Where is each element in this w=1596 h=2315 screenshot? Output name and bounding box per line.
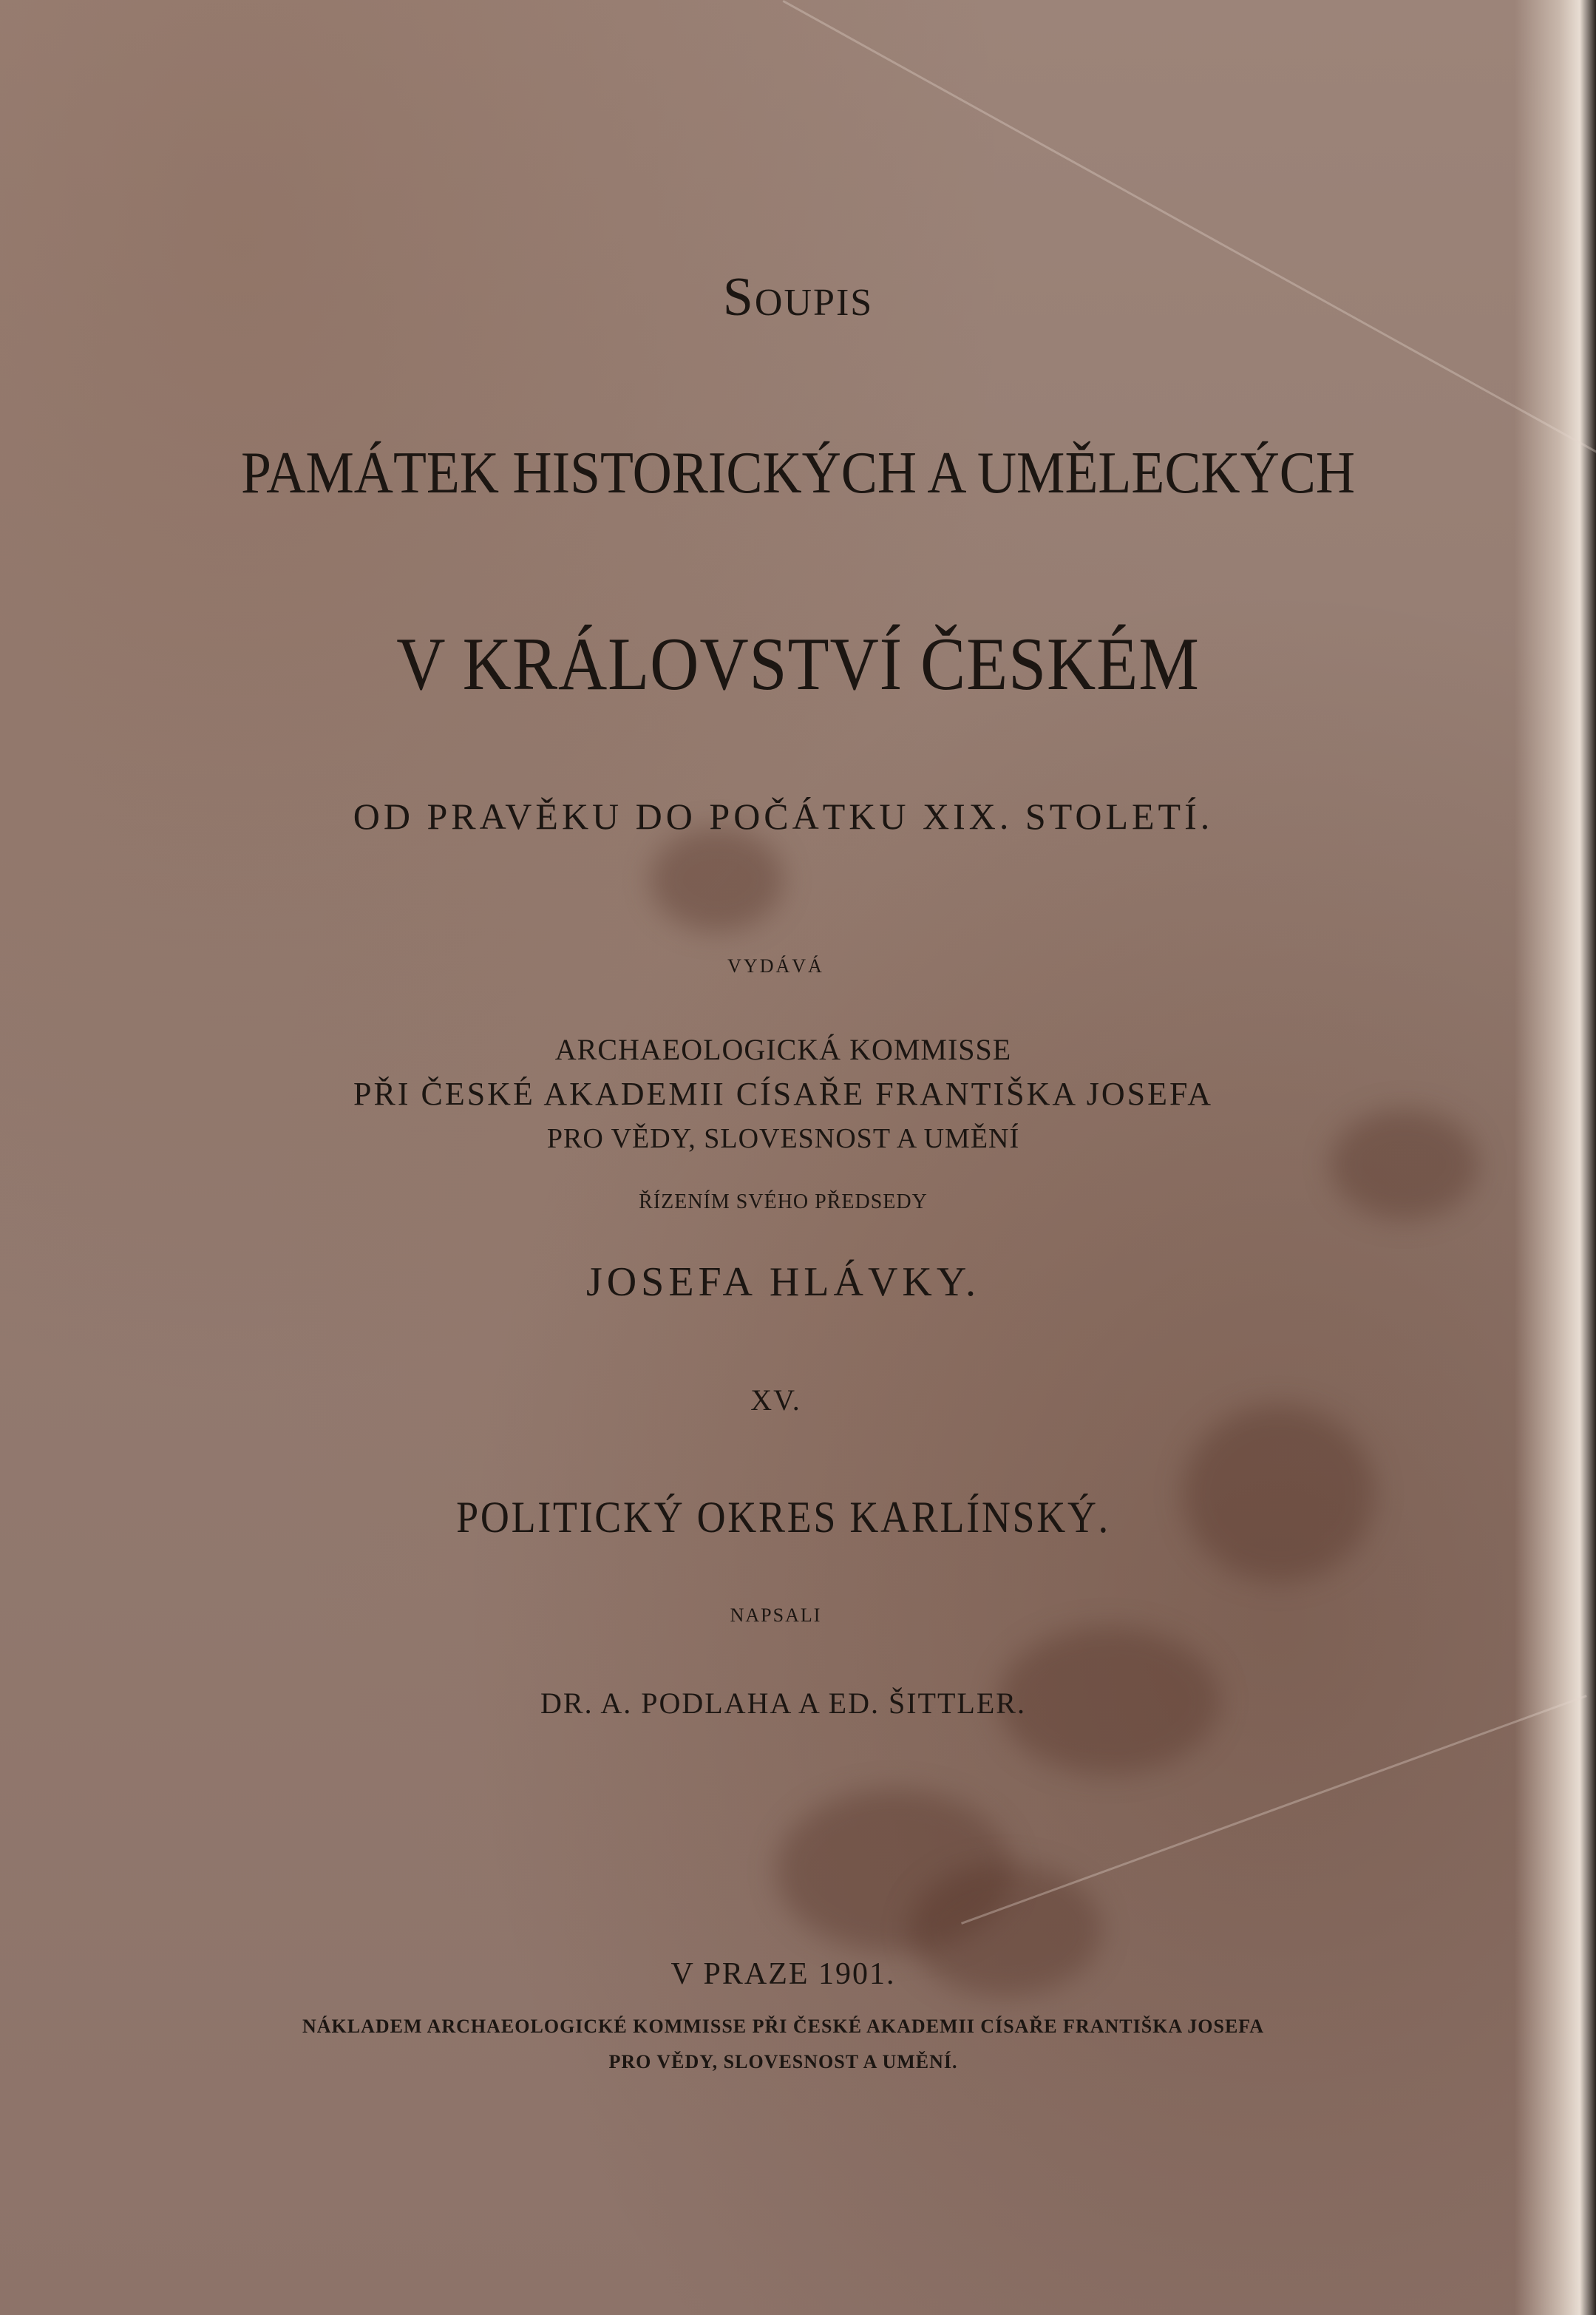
authors-label: NAPSALI [730, 1604, 822, 1626]
imprint-line-2: PRO VĚDY, SLOVESNOST A UMĚNÍ. [608, 2051, 958, 2072]
stain [651, 828, 784, 932]
series-title: Soupis [722, 267, 874, 328]
main-title-line-2: V KRÁLOVSTVÍ ČESKÉM [396, 623, 1200, 706]
publisher-line-1: ARCHAEOLOGICKÁ KOMMISSE [554, 1033, 1012, 1066]
paper-crease [783, 0, 1596, 504]
main-title-line-1: PAMÁTEK HISTORICKÝCH A UMĚLECKÝCH [241, 441, 1355, 506]
imprint-line-1: NÁKLADEM ARCHAEOLOGICKÉ KOMMISSE PŘI ČESKÉ AKADEMII CÍSAŘE FRANTIŠKA JOSEFA [302, 2016, 1265, 2037]
authors: DR. A. PODLAHA A ED. ŠITTLER. [540, 1687, 1026, 1720]
subtitle: OD PRAVĚKU DO POČÁTKU XIX. STOLETÍ. [353, 796, 1214, 837]
direction-label: ŘÍZENÍM SVÉHO PŘEDSEDY [639, 1190, 928, 1213]
editor-name: JOSEFA HLÁVKY. [585, 1259, 981, 1305]
publisher-line-3: PRO VĚDY, SLOVESNOST A UMĚNÍ [546, 1123, 1020, 1154]
place-and-year: V PRAZE 1901. [670, 1957, 896, 1991]
issued-by-label: VYDÁVÁ [727, 955, 824, 977]
volume-number: XV. [750, 1383, 801, 1417]
publisher-line-2: PŘI ČESKÉ AKADEMII CÍSAŘE FRANTIŠKA JOSEFA [353, 1076, 1213, 1112]
district-title: POLITICKÝ OKRES KARLÍNSKÝ. [456, 1493, 1110, 1542]
